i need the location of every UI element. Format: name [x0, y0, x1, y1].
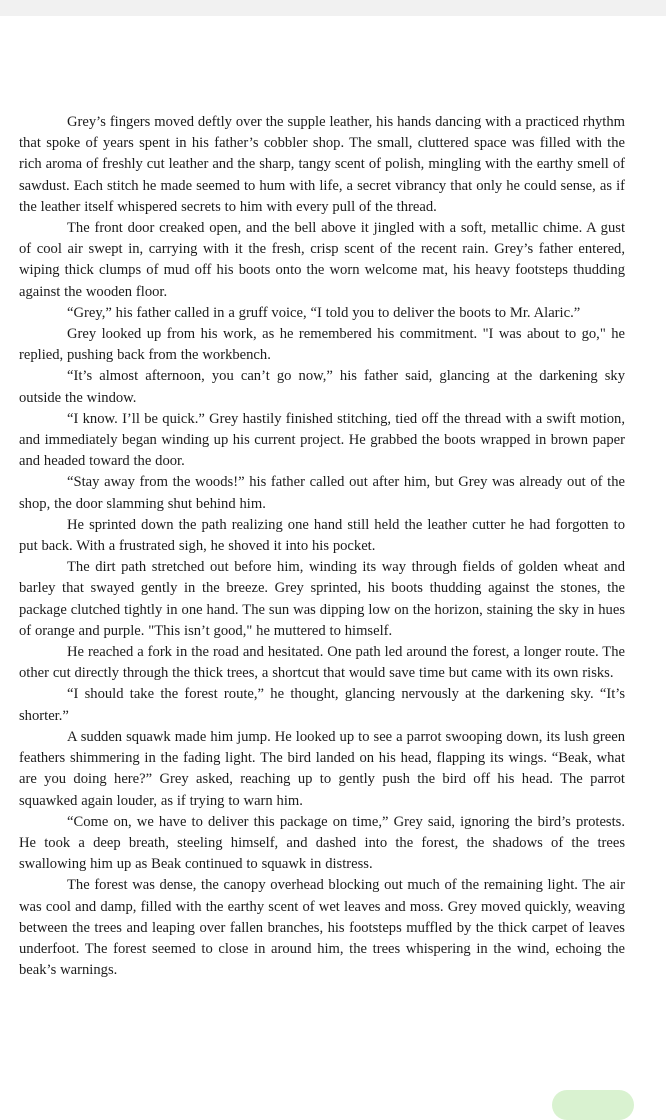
paragraph: “I know. I’ll be quick.” Grey hastily finished stitching, tied off the thread with a swift motion, and immediately began winding up his current project. He grabbed the boots wrapped in brown paper and headed toward the door. — [19, 410, 625, 470]
top-status-bar — [0, 0, 666, 16]
paragraph: “Grey,” his father called in a gruff voice, “I told you to deliver the boots to Mr. Alaric.” — [67, 304, 581, 321]
paragraph: Grey’s fingers moved deftly over the supple leather, his hands dancing with a practiced rhythm that spoke of years spent in his father’s cobbler shop. The small, cluttered space was filled with the rich aroma of freshly cut leather and the sharp, tangy scent of polish, mingling with the earthy smell of sawdust. Each stitch he made seemed to hum with life, a secret vibrancy that only he could sense, as if the leather itself whispered secrets to him with every pull of the thread. — [19, 114, 625, 215]
paragraph: “Stay away from the woods!” his father called out after him, but Grey was already out of the shop, the door slamming shut behind him. — [19, 474, 625, 512]
paragraph: He reached a fork in the road and hesitated. One path led around the forest, a longer route. The other cut directly through the thick trees, a shortcut that would save time but came with its own risks. — [19, 644, 625, 682]
paragraph: “I should take the forest route,” he thought, glancing nervously at the darkening sky. “It’s shorter.” — [19, 686, 625, 724]
paragraph: “It’s almost afternoon, you can’t go now,” his father said, glancing at the darkening sky outside the window. — [19, 368, 625, 406]
paragraph: He sprinted down the path realizing one hand still held the leather cutter he had forgotten to put back. With a frustrated sigh, he shoved it into his pocket. — [19, 516, 625, 555]
paragraph: The dirt path stretched out before him, winding its way through fields of golden wheat and barley that swayed gently in the breeze. Grey sprinted, his boots thudding against the stones, the package clutched tightly in one hand. The sun was dipping low on the horizon, staining the sky in hues of orange and purple. "This isn’t good," he muttered to himself. — [19, 559, 625, 639]
paragraph: Grey looked up from his work, as he remembered his commitment. "I was about to go," he replied, pushing back from the workbench. — [19, 326, 625, 364]
paragraph: The front door creaked open, and the bell above it jingled with a soft, metallic chime. A gust of cool air swept in, carrying with it the fresh, crisp scent of the recent rain. Grey’s father entered, wiping thick clumps of mud off his boots onto the worn welcome mat, his heavy footsteps thudding against the wooden floor. — [19, 220, 625, 300]
paragraph: A sudden squawk made him jump. He looked up to see a parrot swooping down, its lush green feathers shimmering in the fading light. The bird landed on his head, flapping its wings. “Beak, what are you doing here?” Grey asked, reaching up to gently push the bird off his head. The parrot squawked again louder, as if trying to warn him. — [19, 728, 625, 809]
paragraph: “Come on, we have to deliver this package on time,” Grey said, ignoring the bird’s protests. He took a deep breath, steeling himself, and dashed into the forest, the shadows of the trees swallowing him up as Beak continued to squawk in distress. — [19, 813, 625, 873]
paragraph: The forest was dense, the canopy overhead blocking out much of the remaining light. The air was cool and damp, filled with the earthy scent of wet leaves and moss. Grey moved quickly, weaving between the trees and leaping over fallen branches, his footsteps muffled by the thick carpet of leaves underfoot. The forest seemed to close in around him, the trees whispering in the wind, echoing the beak’s warnings. — [19, 877, 625, 979]
floating-action-button[interactable] — [552, 1090, 634, 1120]
document-page — [19, 112, 625, 981]
